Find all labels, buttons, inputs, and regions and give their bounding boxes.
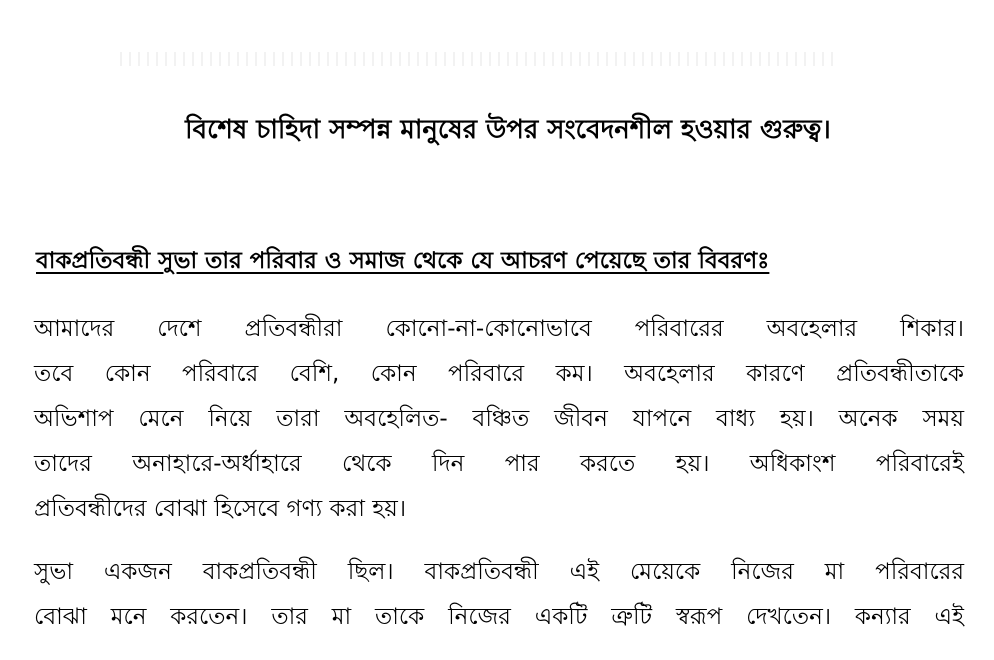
paragraph-line: অভিশাপ মেনে নিয়ে তারা অবহেলিত- বঞ্চিত জীবন যাপনে বাধ্য হয়। অনেক সময়: [34, 406, 964, 432]
paragraph-line: তাদের অনাহারে-অর্ধাহারে থেকে দিন পার করতে হয়। অধিকাংশ পরিবারেই: [34, 451, 964, 477]
section-heading: বাকপ্রতিবন্ধী সুভা তার পরিবার ও সমাজ থেকে যে আচরণ পেয়েছে তার বিবরণঃ: [36, 248, 770, 274]
paragraph-line: তবে কোন পরিবারে বেশি, কোন পরিবারে কম। অবহেলার কারণে প্রতিবন্ধীতাকে: [34, 361, 964, 387]
paragraph-1: [34, 307, 964, 532]
paragraph-line: সুভা একজন বাকপ্রতিবন্ধী ছিল। বাকপ্রতিবন্ধী এই মেয়েকে নিজের মা পরিবারের: [34, 559, 964, 585]
document-title: বিশেষ চাহিদা সম্পন্ন মানুষের উপর সংবেদনশীল হওয়ার গুরুত্ব।: [185, 115, 831, 145]
scan-artifact: [120, 52, 840, 66]
paragraph-2: [34, 550, 964, 640]
paragraph-line: আমাদের দেশে প্রতিবন্ধীরা কোনো-না-কোনোভাবে পরিবারের অবহেলার শিকার।: [34, 316, 964, 342]
paragraph-line: প্রতিবন্ধীদের বোঝা হিসেবে গণ্য করা হয়।: [34, 496, 407, 522]
paragraph-line: বোঝা মনে করতেন। তার মা তাকে নিজের একটি ত্রুটি স্বরূপ দেখতেন। কন্যার এই: [34, 604, 964, 630]
